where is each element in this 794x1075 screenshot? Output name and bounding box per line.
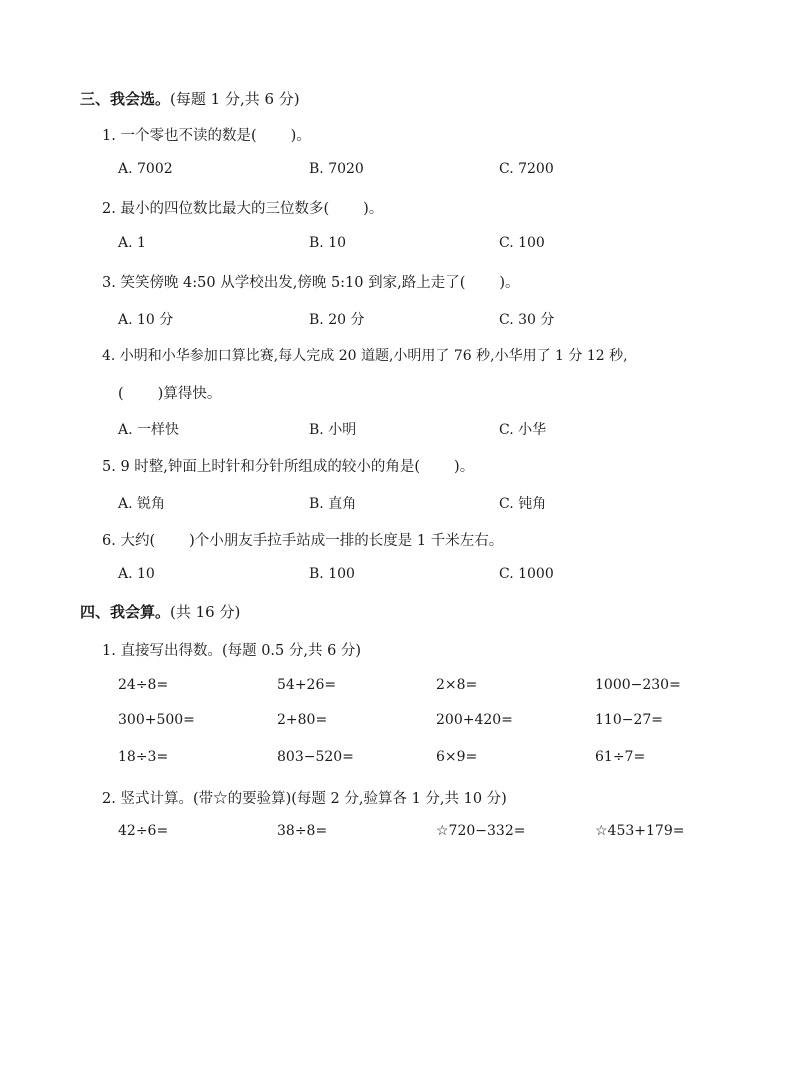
- option-b: B. 直角: [309, 496, 357, 512]
- mental-calc-item: 803−520=: [277, 749, 354, 765]
- mental-calc-item: 24÷8=: [118, 677, 169, 693]
- question-1: 1. 一个零也不读的数是( )。: [102, 128, 311, 144]
- option-a: A. 10 分: [118, 312, 174, 328]
- vertical-calc-item: ☆453+179=: [595, 823, 685, 839]
- option-c: C. 7200: [499, 161, 554, 177]
- section-4-heading: [80, 601, 240, 622]
- mental-calc-item: 6×9=: [436, 749, 478, 765]
- section-3-title: 三、我会选。: [80, 90, 171, 108]
- mental-calc-item: 54+26=: [277, 677, 337, 693]
- part-2-instruction: 2. 竖式计算。(带☆的要验算)(每题 2 分,验算各 1 分,共 10 分): [102, 791, 507, 807]
- option-c: C. 100: [499, 235, 545, 251]
- option-a: A. 7002: [118, 161, 173, 177]
- mental-calc-item: 300+500=: [118, 712, 195, 728]
- question-3: 3. 笑笑傍晚 4:50 从学校出发,傍晚 5:10 到家,路上走了( )。: [102, 275, 520, 291]
- option-a: A. 1: [118, 235, 146, 251]
- question-4-line-1: 4. 小明和小华参加口算比赛,每人完成 20 道题,小明用了 76 秒,小华用了 1 分 12 秒,: [102, 348, 628, 364]
- section-3-heading: [80, 88, 300, 109]
- mental-calc-item: 18÷3=: [118, 749, 169, 765]
- vertical-calc-item: ☆720−332=: [436, 823, 526, 839]
- option-b: B. 10: [309, 235, 347, 251]
- option-b: B. 20 分: [309, 312, 365, 328]
- section-3-note: (每题 1 分,共 6 分): [170, 90, 300, 108]
- mental-calc-item: 2+80=: [277, 712, 328, 728]
- vertical-calc-item: 38÷8=: [277, 823, 328, 839]
- question-4-line-2: ( )算得快。: [118, 386, 222, 402]
- mental-calc-item: 61÷7=: [595, 749, 646, 765]
- mental-calc-item: 110−27=: [595, 712, 663, 728]
- option-c: C. 小华: [499, 422, 547, 438]
- question-5: 5. 9 时整,钟面上时针和分针所组成的较小的角是( )。: [102, 459, 475, 475]
- mental-calc-item: 2×8=: [436, 677, 478, 693]
- option-c: C. 钝角: [499, 496, 547, 512]
- option-a: A. 一样快: [118, 422, 180, 438]
- vertical-calc-item: 42÷6=: [118, 823, 169, 839]
- mental-calc-item: 1000−230=: [595, 677, 681, 693]
- option-a: A. 10: [118, 566, 155, 582]
- question-6: 6. 大约( )个小朋友手拉手站成一排的长度是 1 千米左右。: [102, 533, 504, 549]
- option-b: B. 100: [309, 566, 355, 582]
- option-a: A. 锐角: [118, 496, 166, 512]
- option-c: C. 1000: [499, 566, 554, 582]
- option-c: C. 30 分: [499, 312, 555, 328]
- part-1-instruction: 1. 直接写出得数。(每题 0.5 分,共 6 分): [102, 643, 362, 659]
- question-2: 2. 最小的四位数比最大的三位数多( )。: [102, 201, 384, 217]
- option-b: B. 小明: [309, 422, 357, 438]
- option-b: B. 7020: [309, 161, 364, 177]
- mental-calc-item: 200+420=: [436, 712, 513, 728]
- section-4-title: 四、我会算。: [80, 603, 171, 621]
- section-4-note: (共 16 分): [170, 603, 241, 621]
